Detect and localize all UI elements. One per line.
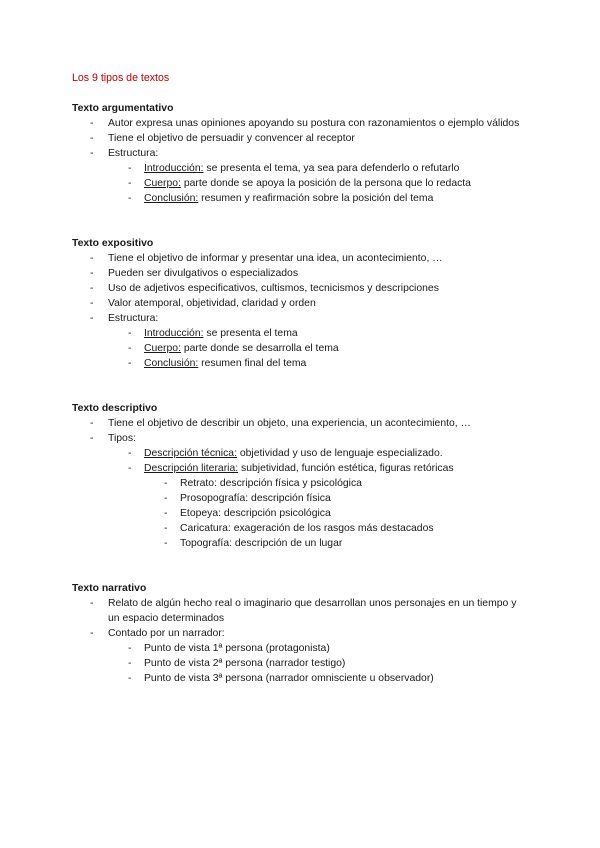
list-item: [72, 626, 560, 686]
definition: resumen y reafirmación sobre la posición del tema: [198, 193, 434, 204]
list-item: [108, 461, 560, 551]
bullet-list: [72, 251, 560, 371]
section-descriptivo: [72, 401, 560, 551]
sub-list: [108, 161, 560, 206]
list-item: - Caricatura: exageración de los rasgos más destacados: [144, 521, 560, 536]
sub-list: [108, 326, 560, 371]
list-item-text: Contado por un narrador:: [108, 628, 225, 639]
term: Cuerpo:: [144, 343, 181, 354]
bullet-list: [72, 416, 560, 551]
list-item: - Uso de adjetivos especificativos, cultismos, tecnicismos y descripciones: [72, 281, 560, 296]
term: Descripción técnica:: [144, 448, 237, 459]
list-item: [108, 356, 560, 371]
list-item: - Tiene el objetivo de informar y presentar una idea, un acontecimiento, …: [72, 251, 560, 266]
list-item: [72, 146, 560, 206]
list-item: - Retrato: descripción física y psicológica: [144, 476, 560, 491]
section-heading: Texto argumentativo: [72, 103, 174, 114]
list-item-text: Estructura:: [108, 148, 159, 159]
list-item: - Punto de vista 2ª persona (narrador testigo): [108, 656, 560, 671]
list-item: - Punto de vista 3ª persona (narrador omnisciente u observador): [108, 671, 560, 686]
list-item-text: Estructura:: [108, 313, 159, 324]
document-title: Los 9 tipos de textos: [72, 72, 170, 84]
list-item: - Prosopografía: descripción física: [144, 491, 560, 506]
list-item: [108, 161, 560, 176]
list-item: [108, 446, 560, 461]
term: Introducción:: [144, 328, 204, 339]
definition: se presenta el tema: [203, 328, 298, 339]
list-item: [108, 176, 560, 191]
definition: objetividad y uso de lenguaje especializado.: [236, 448, 443, 459]
list-item: [72, 311, 560, 371]
sub-list: [108, 641, 560, 686]
list-item: - Punto de vista 1ª persona (protagonista): [108, 641, 560, 656]
section-heading: Texto descriptivo: [72, 403, 158, 414]
term: Cuerpo:: [144, 178, 181, 189]
definition: resumen final del tema: [198, 358, 307, 369]
list-item: - Etopeya: descripción psicológica: [144, 506, 560, 521]
list-item: [108, 341, 560, 356]
sub-list: [108, 446, 560, 551]
list-item: [108, 191, 560, 206]
definition: parte donde se apoya la posición de la persona que lo redacta: [180, 178, 471, 189]
section-narrativo: [72, 581, 560, 686]
list-item: - Relato de algún hecho real o imaginario que desarrollan unos personajes en un tiempo y un espacio determinados: [72, 596, 560, 626]
section-argumentativo: [72, 101, 560, 206]
list-item: - Tiene el objetivo de persuadir y convencer al receptor: [72, 131, 560, 146]
definition: subjetividad, función estética, figuras retóricas: [238, 463, 454, 474]
bullet-list: [72, 116, 560, 206]
section-expositivo: [72, 236, 560, 371]
definition: parte donde se desarrolla el tema: [180, 343, 339, 354]
bullet-list: [72, 596, 560, 686]
list-item: - Topografía: descripción de un lugar: [144, 536, 560, 551]
term: Introducción:: [144, 163, 204, 174]
definition: se presenta el tema, ya sea para defenderlo o refutarlo: [203, 163, 460, 174]
sub-sub-list: [144, 476, 560, 551]
list-item: [72, 431, 560, 551]
term: Descripción literaria:: [144, 463, 239, 474]
list-item: - Autor expresa unas opiniones apoyando su postura con razonamientos o ejemplo válidos: [72, 116, 560, 131]
list-item-text: Tipos:: [108, 433, 136, 444]
term: Conclusión:: [144, 358, 199, 369]
section-heading: Texto narrativo: [72, 583, 147, 594]
list-item: [108, 326, 560, 341]
list-item: - Pueden ser divulgativos o especializados: [72, 266, 560, 281]
list-item: - Tiene el objetivo de describir un objeto, una experiencia, un acontecimiento, …: [72, 416, 560, 431]
term: Conclusión:: [144, 193, 199, 204]
list-item: - Valor atemporal, objetividad, claridad y orden: [72, 296, 560, 311]
section-heading: Texto expositivo: [72, 238, 154, 249]
